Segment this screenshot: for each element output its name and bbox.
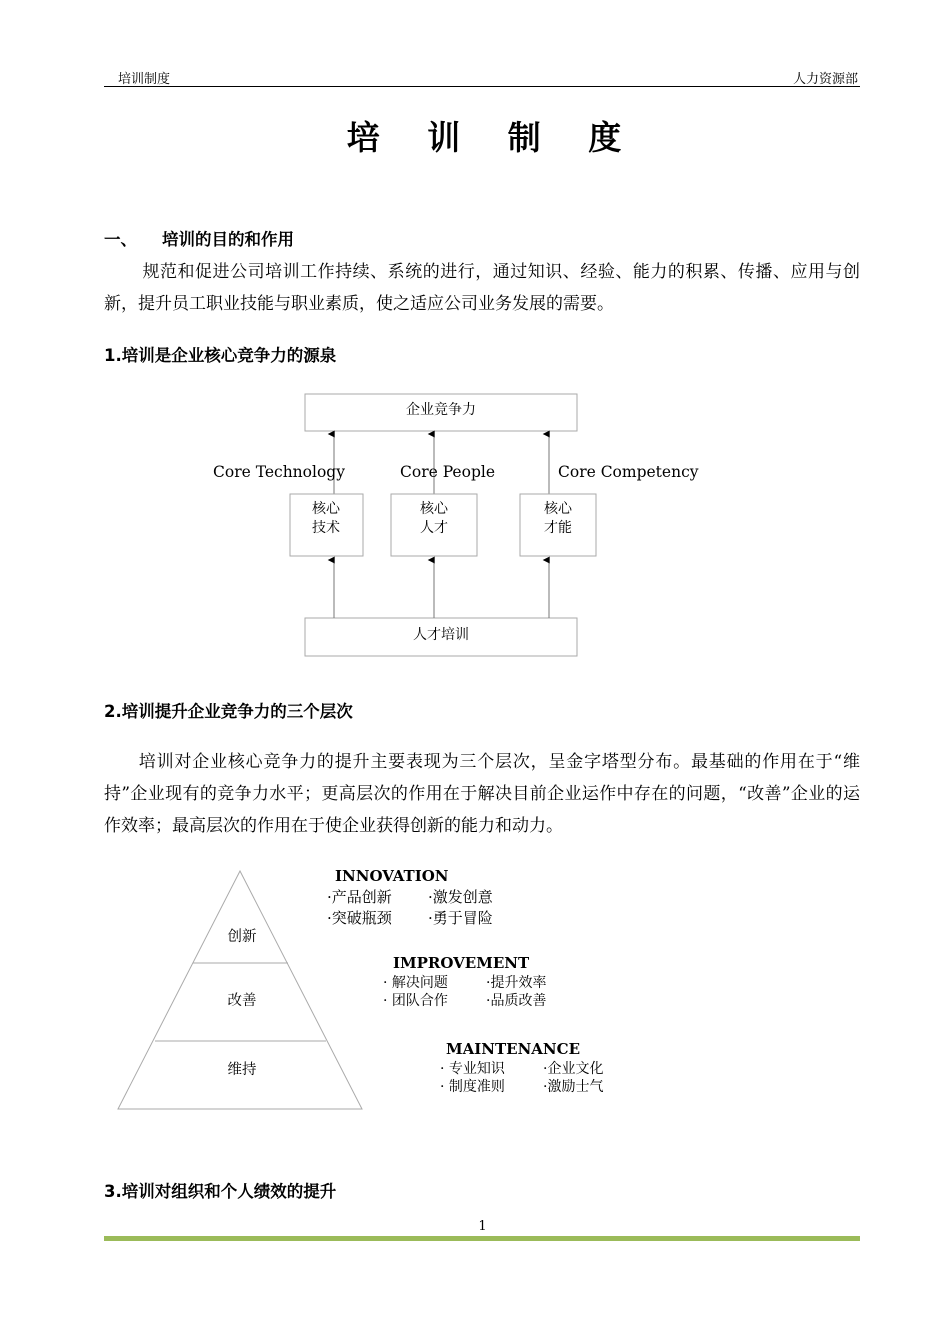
maintenance-item: · 专业知识: [440, 1061, 505, 1077]
innovation-item: ·产品创新: [327, 888, 392, 906]
pyramid-level-top: 创新: [227, 929, 257, 945]
section1-paragraph-text: 规范和促进公司培训工作持续、系统的进行，通过知识、经验、能力的积累、传播、应用与创新，提升员工职业技能与职业素质，使之适应公司业务发展的需要。: [104, 262, 860, 314]
pyramid-level-middle: 改善: [227, 993, 257, 1009]
innovation-title: INNOVATION: [335, 867, 449, 885]
box-line2: 才能: [544, 520, 572, 536]
innovation-item: ·突破瓶颈: [327, 909, 392, 927]
innovation-item: ·激发创意: [428, 888, 493, 906]
improvement-item: ·提升效率: [486, 975, 547, 991]
maintenance-item: · 制度准则: [440, 1079, 505, 1095]
box-line1: 核心: [544, 501, 572, 517]
improvement-item: ·品质改善: [486, 993, 547, 1009]
core-technology-label: Core Technology: [213, 463, 345, 481]
section2-paragraph: [104, 746, 860, 842]
subheading-1: 1.培训是企业核心竞争力的源泉: [104, 346, 337, 365]
innovation-item: ·勇于冒险: [428, 909, 493, 927]
maintenance-item: ·激励士气: [543, 1079, 604, 1095]
core-people-label: Core People: [400, 463, 495, 481]
subheading-3: 3.培训对组织和个人绩效的提升: [104, 1182, 337, 1201]
improvement-item: · 解决问题: [383, 975, 448, 991]
box-line1: 核心: [420, 501, 448, 517]
footer-rule: [104, 1236, 860, 1241]
top-box-label: 企业竞争力: [406, 402, 476, 418]
header-right: 人力资源部: [792, 72, 858, 87]
page-number: 1: [478, 1219, 487, 1234]
pyramid-diagram: [0, 850, 950, 1130]
improvement-title: IMPROVEMENT: [393, 954, 530, 972]
header-left: 培训制度: [118, 72, 171, 87]
box-line2: 人才: [420, 520, 448, 536]
box-line1: 核心: [312, 501, 340, 517]
core-competency-label: Core Competency: [558, 463, 699, 481]
box-line2: 技术: [312, 520, 340, 536]
bottom-box-label: 人才培训: [413, 627, 469, 643]
subheading-2: 2.培训提升企业竞争力的三个层次: [104, 702, 353, 721]
section-title: 培训的目的和作用: [162, 230, 294, 249]
pyramid-level-bottom: 维持: [227, 1062, 257, 1078]
maintenance-item: ·企业文化: [543, 1061, 604, 1077]
section2-paragraph-text: 培训对企业核心竞争力的提升主要表现为三个层次，呈金字塔型分布。最基础的作用在于“维持”企业现有的竞争力水平；更高层次的作用在于解决目前企业运作中存在的问题，“改善”企业的运作效率；最高层次的作用在于使企业获得创新的能力和动力。: [104, 752, 860, 836]
maintenance-title: MAINTENANCE: [446, 1040, 580, 1058]
improvement-item: · 团队合作: [383, 993, 448, 1009]
document-title: 培 训 制 度: [346, 118, 640, 157]
section-number: 一、: [104, 230, 137, 249]
